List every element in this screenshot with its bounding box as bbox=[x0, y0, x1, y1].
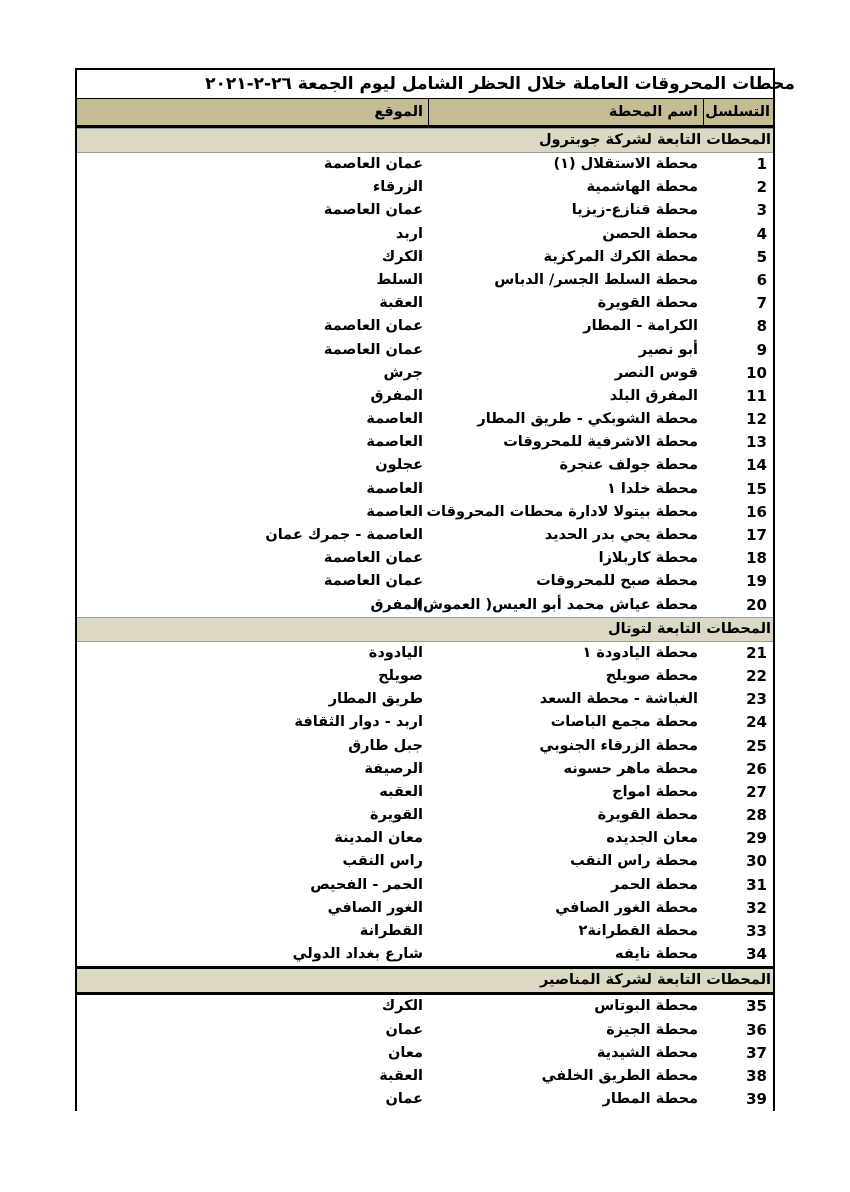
serial-cell: 19 bbox=[746, 572, 767, 591]
location-cell: اليادودة bbox=[368, 644, 423, 661]
location-cell: عمان bbox=[385, 1021, 423, 1038]
table-row bbox=[77, 594, 773, 617]
serial-cell: 24 bbox=[746, 713, 767, 732]
table-row bbox=[77, 524, 773, 547]
location-cell: عمان العاصمة bbox=[323, 550, 423, 567]
serial-cell: 17 bbox=[746, 526, 767, 544]
serial-cell: 23 bbox=[746, 690, 767, 709]
station-name-cell: الكرامة - المطار bbox=[583, 318, 698, 335]
location-cell: عمان العاصمة bbox=[323, 573, 423, 590]
serial-cell: 8 bbox=[756, 317, 767, 336]
table-row bbox=[77, 688, 773, 711]
location-cell: المفرق bbox=[370, 387, 423, 404]
serial-cell: 37 bbox=[746, 1043, 767, 1062]
station-name-cell: محطة يحي بدر الحديد bbox=[544, 527, 698, 543]
location-cell: العاصمة bbox=[366, 411, 423, 428]
location-cell: شارع بغداد الدولي bbox=[292, 946, 423, 963]
serial-cell: 15 bbox=[746, 479, 767, 498]
station-name-cell: محطة المطار bbox=[602, 1091, 698, 1108]
location-cell: معان bbox=[388, 1044, 423, 1061]
table-row bbox=[77, 1065, 773, 1088]
station-name-cell: محطة الشيدية bbox=[596, 1044, 698, 1061]
serial-cell: 32 bbox=[746, 898, 767, 917]
station-name-cell: محطة صويلح bbox=[605, 667, 698, 684]
station-name-cell: محطة القطرانة٢ bbox=[578, 923, 698, 939]
location-cell: عمان العاصمة bbox=[323, 156, 423, 172]
station-name-cell: محطة البوتاس bbox=[594, 998, 698, 1015]
table-row bbox=[77, 570, 773, 593]
serial-cell: 38 bbox=[746, 1066, 767, 1085]
station-name-cell: الغباشة - محطة السعد bbox=[539, 691, 698, 708]
serial-cell: 16 bbox=[746, 502, 767, 521]
column-header-location: الموقع bbox=[374, 104, 423, 120]
serial-cell: 12 bbox=[746, 410, 767, 429]
table-row bbox=[77, 315, 773, 338]
column-header-station-name: اسم المحطة bbox=[428, 99, 703, 125]
table-row bbox=[77, 362, 773, 385]
station-name-cell: محطة الهاشمية bbox=[586, 179, 698, 196]
serial-cell: 36 bbox=[746, 1020, 767, 1039]
location-cell: جبل طارق bbox=[348, 737, 423, 754]
station-name-cell: أبو نصير bbox=[638, 341, 698, 358]
column-header-serial: التسلسل bbox=[703, 99, 773, 125]
station-name-cell: محطة الزرقاء الجنوبي bbox=[539, 737, 698, 754]
serial-cell: 6 bbox=[756, 270, 767, 289]
table-row bbox=[77, 804, 773, 827]
serial-cell: 18 bbox=[746, 549, 767, 568]
location-cell: راس النقب bbox=[342, 853, 423, 870]
location-cell: معان المدينة bbox=[334, 830, 423, 847]
location-cell: القويرة bbox=[370, 807, 423, 824]
table-row bbox=[77, 176, 773, 199]
location-cell: السلط bbox=[376, 271, 423, 288]
station-name-cell: محطة الاشرفية للمحروقات bbox=[503, 434, 698, 451]
section-header: المحطات التابعة لشركة المناصير bbox=[77, 966, 773, 995]
station-name-cell: محطة الكرك المركزية bbox=[543, 248, 698, 265]
table-row bbox=[77, 339, 773, 362]
location-cell: اربد - دوار الثقافة bbox=[294, 714, 423, 731]
serial-cell: 34 bbox=[746, 945, 767, 964]
serial-cell: 9 bbox=[756, 340, 767, 359]
table-row bbox=[77, 874, 773, 897]
station-name-cell: محطة الجيزة bbox=[606, 1021, 698, 1038]
table-row bbox=[77, 408, 773, 431]
location-cell: العقبة bbox=[379, 1067, 423, 1084]
table-row bbox=[77, 547, 773, 570]
location-cell: القطرانة bbox=[359, 923, 423, 939]
table-header-row bbox=[77, 99, 773, 128]
serial-cell: 35 bbox=[746, 997, 767, 1016]
station-name-cell: محطة القويرة bbox=[597, 295, 698, 312]
station-name-cell: المفرق البلد bbox=[609, 387, 698, 404]
serial-cell: 31 bbox=[746, 875, 767, 894]
station-name-cell: محطة الحصن bbox=[602, 225, 698, 242]
section-header: المحطات التابعة لتوتال bbox=[77, 617, 773, 642]
station-name-cell: محطة الغور الصافي bbox=[555, 899, 698, 916]
table-row bbox=[77, 292, 773, 315]
serial-cell: 3 bbox=[756, 201, 767, 220]
station-name-cell: محطة قنازع-زيزيا bbox=[571, 202, 698, 219]
serial-cell: 2 bbox=[756, 178, 767, 197]
station-name-cell: محطة كاربلازا bbox=[598, 550, 698, 567]
location-cell: صويلح bbox=[378, 667, 423, 684]
table-row bbox=[77, 897, 773, 920]
location-cell: عمان العاصمة bbox=[323, 202, 423, 219]
location-cell: الكرك bbox=[381, 998, 423, 1015]
station-name-cell: محطة خلدا ١ bbox=[606, 480, 698, 497]
table-row bbox=[77, 199, 773, 222]
location-cell: جرش bbox=[383, 364, 423, 381]
station-name-cell: محطة الطريق الخلفي bbox=[541, 1067, 698, 1084]
location-cell: العاصمة bbox=[366, 503, 423, 520]
location-cell: عجلون bbox=[375, 457, 423, 474]
table-row bbox=[77, 385, 773, 408]
location-cell: عمان bbox=[385, 1091, 423, 1108]
serial-cell: 4 bbox=[756, 224, 767, 243]
stations-table-sections bbox=[77, 128, 773, 1111]
page-title: محطات المحروقات العاملة خلال الحظر الشامل ليوم الجمعة ٢٦-٢-٢٠٢١ bbox=[77, 70, 773, 99]
serial-cell: 13 bbox=[746, 433, 767, 452]
table-row bbox=[77, 758, 773, 781]
serial-cell: 22 bbox=[746, 666, 767, 685]
table-row bbox=[77, 920, 773, 943]
stations-table bbox=[75, 68, 795, 1111]
table-row bbox=[77, 223, 773, 246]
table-row bbox=[77, 711, 773, 734]
table-row bbox=[77, 478, 773, 501]
station-name-cell: محطة القويرة bbox=[597, 807, 698, 824]
station-name-cell: محطة صبح للمحروقات bbox=[536, 573, 698, 590]
location-cell: عمان العاصمة bbox=[323, 318, 423, 335]
table-row bbox=[77, 1019, 773, 1042]
station-name-cell: محطة اليادودة ١ bbox=[582, 644, 698, 661]
serial-cell: 1 bbox=[756, 155, 767, 173]
location-cell: العقبة bbox=[379, 295, 423, 312]
location-cell: العاصمة bbox=[366, 480, 423, 497]
serial-cell: 30 bbox=[746, 852, 767, 871]
location-cell: الحمر - الفحيص bbox=[310, 876, 423, 893]
table-row bbox=[77, 642, 773, 665]
station-name-cell: محطة نايفه bbox=[615, 946, 698, 963]
serial-cell: 5 bbox=[756, 247, 767, 266]
serial-cell: 27 bbox=[746, 782, 767, 801]
serial-cell: 20 bbox=[746, 595, 767, 614]
station-name-cell: محطة جولف عنجرة bbox=[559, 457, 698, 474]
station-name-cell: محطة عياش محمد أبو العيس( العموش) bbox=[416, 596, 698, 613]
station-name-cell: محطة الحمر bbox=[611, 876, 698, 893]
location-cell: العقبه bbox=[379, 783, 423, 800]
location-cell: الزرقاء bbox=[372, 179, 423, 196]
serial-cell: 39 bbox=[746, 1090, 767, 1109]
serial-cell: 14 bbox=[746, 456, 767, 475]
station-name-cell: محطة مجمع الباصات bbox=[550, 714, 698, 731]
location-cell: العاصمة - جمرك عمان bbox=[265, 527, 423, 543]
station-name-cell: محطة ماهر حسونه bbox=[563, 760, 698, 777]
location-cell: الرصيفة bbox=[364, 760, 423, 777]
location-cell: عمان العاصمة bbox=[323, 341, 423, 358]
table-row bbox=[77, 735, 773, 758]
serial-cell: 21 bbox=[746, 643, 767, 662]
station-name-cell: محطة السلط الجسر/ الدباس bbox=[494, 271, 698, 288]
serial-cell: 7 bbox=[756, 294, 767, 313]
table-row bbox=[77, 454, 773, 477]
table-row bbox=[77, 431, 773, 454]
serial-cell: 33 bbox=[746, 922, 767, 940]
station-name-cell: قوس النصر bbox=[614, 364, 698, 381]
location-cell: طريق المطار bbox=[328, 691, 423, 708]
serial-cell: 29 bbox=[746, 829, 767, 848]
table-row bbox=[77, 827, 773, 850]
serial-cell: 28 bbox=[746, 806, 767, 825]
table-row bbox=[77, 995, 773, 1018]
table-row bbox=[77, 665, 773, 688]
table-row bbox=[77, 269, 773, 292]
table-row bbox=[77, 1042, 773, 1065]
location-cell: اربد bbox=[395, 225, 423, 242]
location-cell: الكرك bbox=[381, 248, 423, 265]
station-name-cell: محطة الشوبكي - طريق المطار bbox=[477, 411, 698, 428]
location-cell: العاصمة bbox=[366, 434, 423, 451]
station-name-cell: معان الجديده bbox=[606, 830, 698, 847]
table-row bbox=[77, 781, 773, 804]
station-name-cell: محطة الاستقلال (١) bbox=[553, 156, 698, 172]
location-cell: الغور الصافي bbox=[327, 899, 423, 916]
table-row bbox=[77, 850, 773, 873]
station-name-cell: محطة بيتولا لادارة محطات المحروقات bbox=[426, 503, 698, 520]
table-row bbox=[77, 246, 773, 269]
table-row bbox=[77, 501, 773, 524]
station-name-cell: محطة راس النقب bbox=[570, 853, 698, 870]
serial-cell: 11 bbox=[746, 386, 767, 405]
table-row bbox=[77, 1088, 773, 1111]
station-name-cell: محطة امواج bbox=[612, 783, 698, 800]
table-row bbox=[77, 153, 773, 176]
serial-cell: 26 bbox=[746, 759, 767, 778]
section-header: المحطات التابعة لشركة جوبترول bbox=[77, 128, 773, 153]
serial-cell: 25 bbox=[746, 736, 767, 755]
serial-cell: 10 bbox=[746, 363, 767, 382]
table-row bbox=[77, 943, 773, 966]
location-cell: المفرق bbox=[370, 596, 423, 613]
